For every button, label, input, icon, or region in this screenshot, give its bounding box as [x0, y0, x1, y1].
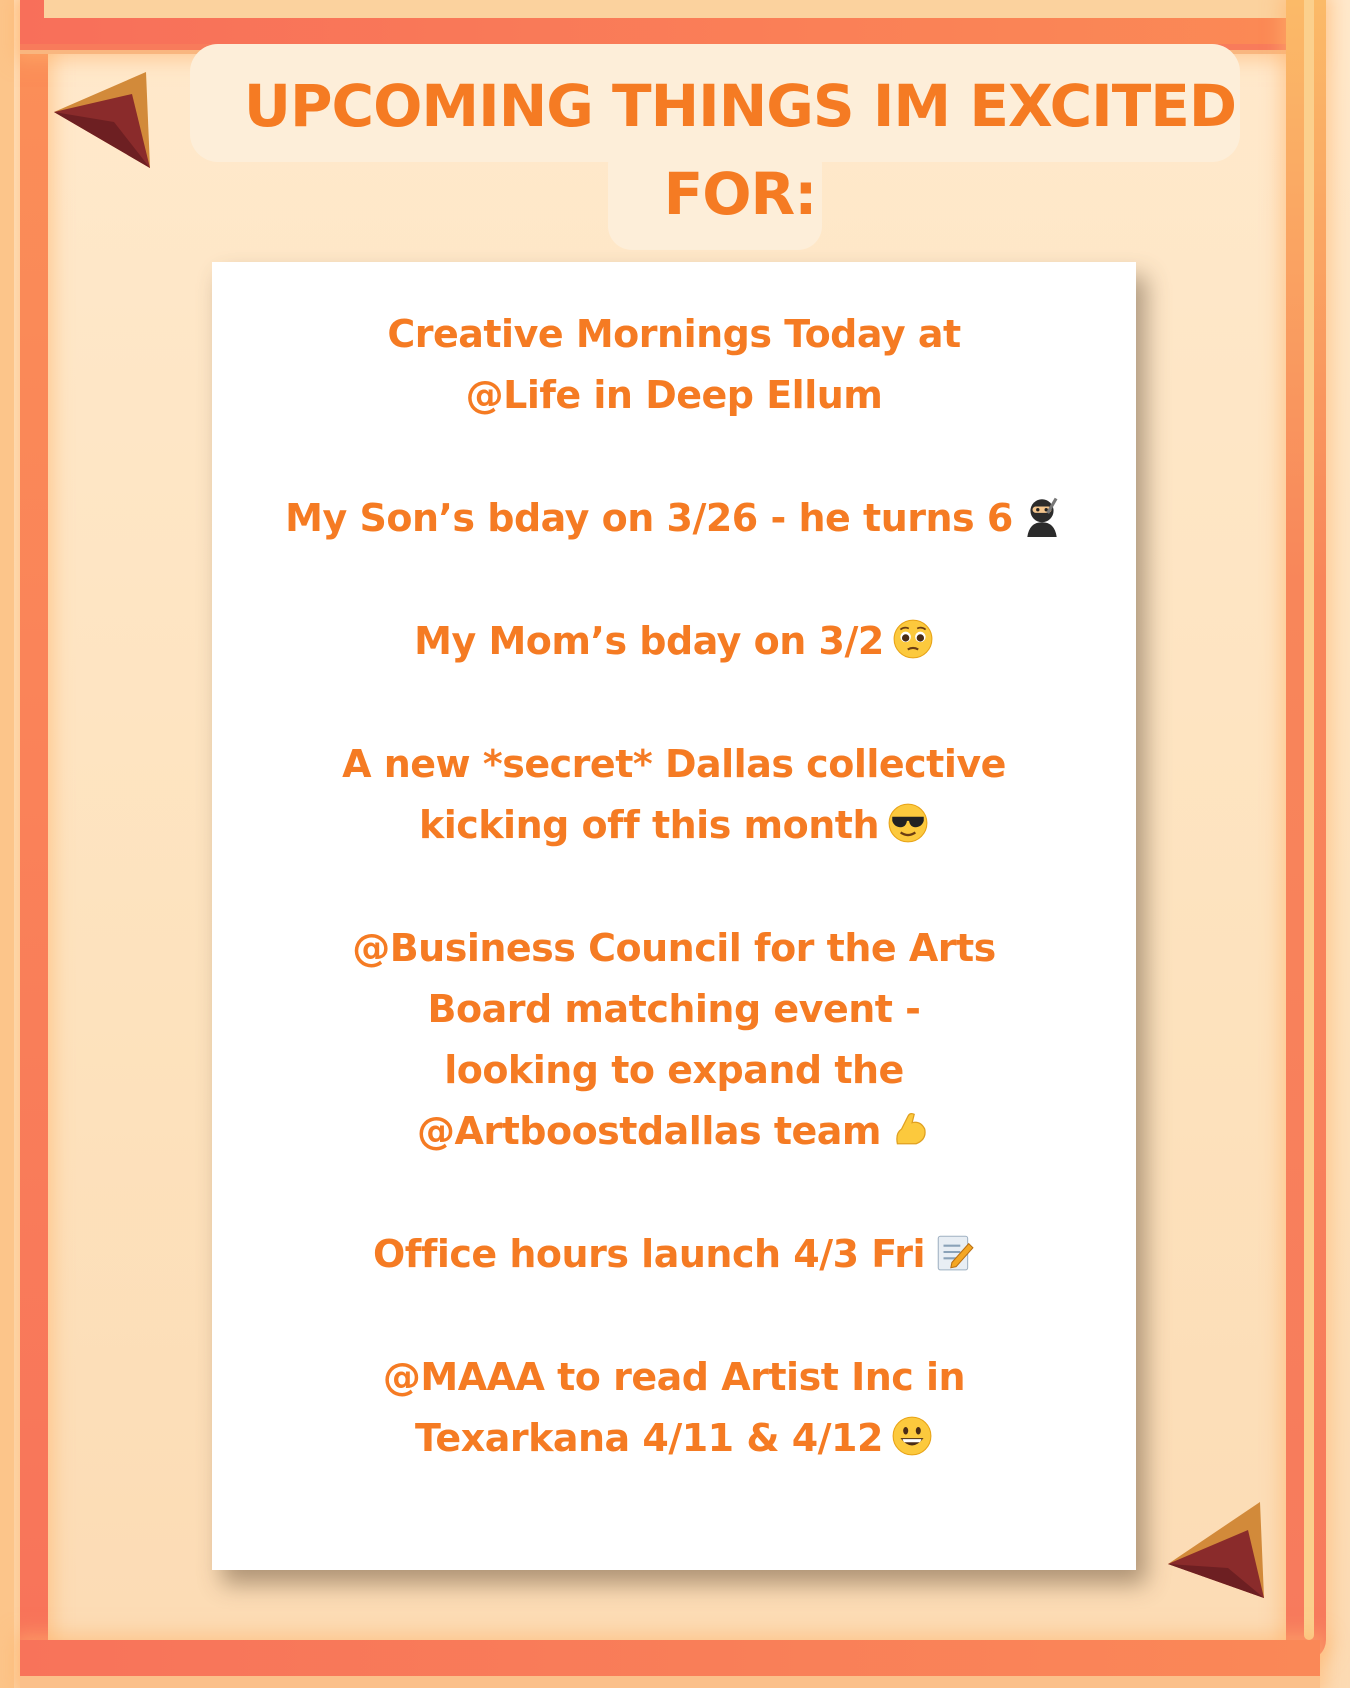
list-item-line: kicking off this month	[418, 803, 880, 847]
flexed-biceps-icon	[889, 1107, 931, 1149]
triangle-decoration-bottom-right	[1168, 1502, 1268, 1598]
title-line-2: FOR:	[663, 160, 817, 228]
list-item	[212, 918, 1136, 1162]
list-item-line: Office hours launch 4/3 Fri	[372, 1232, 926, 1276]
grinning-face-icon	[891, 1414, 933, 1456]
list-item	[212, 1224, 1136, 1285]
excited-list	[212, 304, 1136, 1531]
frame-right-inner-bar	[1304, 0, 1314, 1640]
list-item-line: My Mom’s bday on 3/2	[414, 619, 884, 663]
frame-left-inner-bar	[0, 0, 14, 1688]
page-title	[140, 62, 1340, 238]
list-item	[212, 304, 1136, 426]
list-item-line: Creative Mornings Today at	[387, 312, 961, 356]
list-item-line: @MAAA to read Artist Inc in	[382, 1355, 966, 1399]
list-item-line: Board matching event -	[427, 987, 921, 1031]
title-line-1: UPCOMING THINGS IM EXCITED	[243, 72, 1237, 140]
list-item	[212, 488, 1136, 549]
list-item-line: A new *secret* Dallas collective	[342, 742, 1006, 786]
frame-top-inner-bar	[44, 0, 1294, 18]
list-item-line: looking to expand the	[444, 1048, 904, 1092]
content-card	[212, 262, 1136, 1570]
list-item-line: My Son’s bday on 3/26 - he turns 6	[285, 496, 1013, 540]
list-item-line: @Business Council for the Arts	[352, 926, 996, 970]
list-item-line: @Artboostdallas team	[416, 1109, 882, 1153]
pleading-face-icon	[892, 617, 934, 659]
memo-icon	[933, 1230, 975, 1272]
ninja-icon	[1021, 494, 1063, 536]
sunglasses-face-icon	[887, 801, 929, 843]
list-item	[212, 1347, 1136, 1469]
list-item-line: @Life in Deep Ellum	[465, 373, 883, 417]
list-item-line: Texarkana 4/11 & 4/12	[415, 1416, 883, 1460]
list-item	[212, 734, 1136, 856]
triangle-decoration-top-left	[54, 72, 154, 168]
frame-bottom-inner-bar	[20, 1676, 1320, 1688]
list-item	[212, 611, 1136, 672]
frame-left-bar	[20, 0, 48, 1688]
